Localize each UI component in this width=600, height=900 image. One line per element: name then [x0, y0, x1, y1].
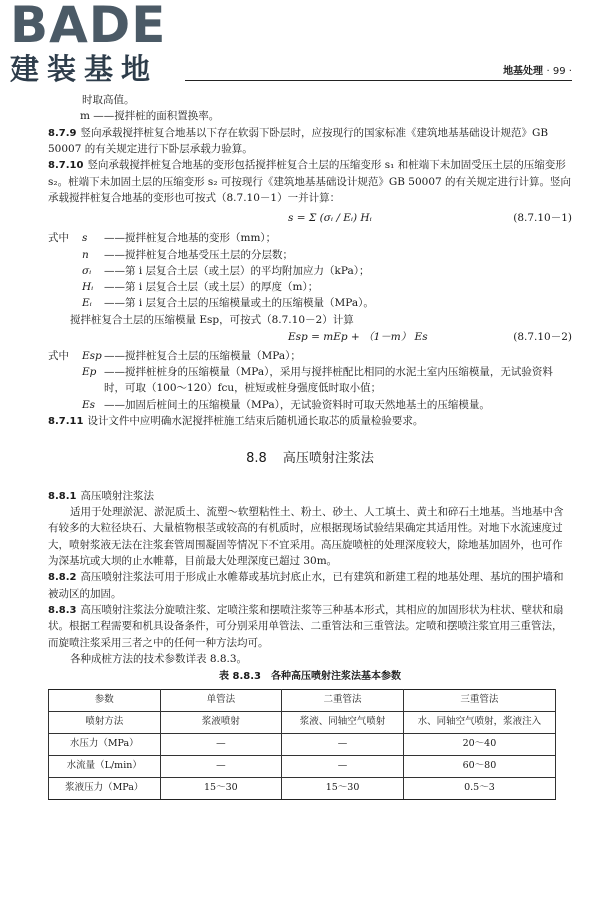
- table-cell: 浆液压力（MPa）: [49, 777, 161, 799]
- symbol-row: [48, 295, 572, 311]
- table-header-row: [49, 689, 556, 711]
- clause-8-8-1-heading: [48, 488, 572, 505]
- clause-text: 设计文件中应明确水泥搅拌桩施工结束后随机通长取芯的质量检验要求。: [87, 414, 424, 427]
- clause-text: 竖向承载搅拌桩复合地基以下存在软弱下卧层时，应按现行的国家标准《建筑地基基础设计规范》GB 50007 的有关规定进行下卧层承载力验算。: [48, 126, 549, 156]
- section-heading: [48, 449, 572, 469]
- page-body: [48, 92, 572, 800]
- table-cell: 60～80: [403, 755, 555, 777]
- table-cell: 喷射方法: [49, 711, 161, 733]
- symbol-definition: ——加固后桩间土的压缩模量（MPa），无试验资料时可取天然地基土的压缩模量。: [104, 398, 490, 411]
- clause-number: 8.7.11: [48, 415, 84, 427]
- symbol-definition: ——第 i 层复合土层的压缩模量或土的压缩模量（MPa）。: [104, 297, 374, 310]
- continued-line: 时取高值。: [82, 94, 135, 106]
- where-label: 式中: [48, 232, 69, 245]
- table-cell: 浆液喷射: [160, 711, 282, 733]
- table-header-cell: 二重管法: [282, 689, 404, 711]
- formula-expression: s = Σ (σᵢ / Eᵢ) Hᵢ: [288, 212, 372, 225]
- table-cell: 水流量（L/min）: [49, 755, 161, 777]
- symbol-row: [48, 348, 572, 364]
- logo-wordmark: BADE: [10, 0, 167, 54]
- clause-title: 高压喷射注浆法: [80, 489, 154, 502]
- symbol-definition: ——第 i 层复合土层（或土层）的厚度（m）；: [104, 281, 319, 294]
- symbol: Esp: [82, 349, 102, 362]
- clause-8-7-10: [48, 157, 572, 206]
- clause-number: 8.7.9: [48, 127, 77, 139]
- table-row: [49, 777, 556, 799]
- clause-8-7-11: [48, 413, 572, 430]
- table-cell: 15～30: [160, 777, 282, 799]
- table-cell: 浆液、同轴空气喷射: [282, 711, 404, 733]
- table-row: [49, 733, 556, 755]
- clause-8-8-3: [48, 602, 572, 651]
- formula-expression: Esp = mEp + （1－m） Es: [288, 330, 428, 343]
- symbol-m-line: m ——搅拌桩的面积置换率。: [80, 110, 220, 123]
- formula-8-7-10-1: [48, 206, 572, 230]
- table-cell: 20～40: [403, 733, 555, 755]
- table-title: 表 8.8.3 各种高压喷射注浆法基本参数: [219, 671, 401, 683]
- symbol-definition: ——第 i 层复合土层（或土层）的平均附加应力（kPa）；: [104, 264, 370, 277]
- table-cell: —: [282, 755, 404, 777]
- table-header-cell: 三重管法: [403, 689, 555, 711]
- symbol: Es: [82, 398, 96, 411]
- section-number: 8.8: [246, 451, 267, 467]
- symbol: s: [82, 232, 88, 245]
- symbol: σᵢ: [82, 264, 92, 277]
- clause-number: 8.8.2: [48, 572, 77, 584]
- running-header: [185, 62, 572, 81]
- clause-text: 竖向承载搅拌桩复合地基的变形包括搅拌桩复合土层的压缩变形 s₁ 和桩端下未加固受压土层的压缩变形 s₂。桩端下未加固土层的压缩变形 s₂ 可按现行《建筑地基基础设计规范》GB 50007 的有关规定进行计算。竖向承载搅拌桩复合地基的变形也可按式（8.7.10－1）一并计算：: [48, 159, 572, 205]
- clause-text: 高压喷射注浆法分旋喷注浆、定喷注浆和摆喷注浆等三种基本形式，其相应的加固形状为柱状、壁状和扇状。根据工程需要和机具设备条件，可分别采用单管法、二重管法和三重管法。定喷和摆喷注浆宜用三重管法，而旋喷注浆采用三者之中的任何一种方法均可。: [48, 603, 564, 649]
- running-title: 地基处理: [503, 66, 544, 77]
- clause-8-8-1-text: 适用于处理淤泥、淤泥质土、流塑～软塑粘性土、粉土、砂土、人工填土、黄土和碎石土地基。当地基中含有较多的大粒径块石、大量植物根茎或较高的有机质时，应根据现场试验结果确定其适用性。对地下水流速度过大，喷射浆液无法在注浆套管周围凝固等情况下不宜采用。高压旋喷桩的处理深度较大，除地基加固外，也可作为深基坑或大坝的止水帷幕，目前最大处理深度已超过 30m。: [48, 506, 564, 567]
- header-text: [503, 64, 572, 80]
- table-cell: —: [160, 733, 282, 755]
- clause-number: 8.8.3: [48, 604, 77, 616]
- formula-8-7-10-2: [48, 328, 572, 348]
- table-row: [49, 711, 556, 733]
- table-cell: 水、同轴空气喷射，浆液注入: [403, 711, 555, 733]
- clause-8-8-2: [48, 569, 572, 602]
- logo: [10, 0, 185, 92]
- page-number: · 99 ·: [546, 66, 572, 77]
- symbol-definition: ——搅拌桩复合土层的压缩模量（MPa）；: [104, 349, 301, 362]
- logo-chinese: 建装基地: [10, 52, 159, 86]
- symbol: Eᵢ: [82, 297, 92, 310]
- table-reference: 各种成桩方法的技术参数详表 8.8.3。: [70, 652, 248, 665]
- symbol-definition: ——搅拌桩复合地基受压土层的分层数；: [104, 248, 293, 261]
- symbol-row: [48, 247, 572, 263]
- table-cell: 水压力（MPa）: [49, 733, 161, 755]
- symbol-row: [48, 263, 572, 279]
- table-cell: 15～30: [282, 777, 404, 799]
- table-cell: 0.5～3: [403, 777, 555, 799]
- formula-2-intro: 搅拌桩复合土层的压缩模量 Esp，可按式（8.7.10－2）计算: [70, 313, 354, 326]
- where-label: 式中: [48, 349, 69, 362]
- table-row: [49, 755, 556, 777]
- symbol: Hᵢ: [82, 281, 94, 294]
- symbol: Ep: [82, 366, 97, 379]
- symbol-row: [48, 397, 572, 413]
- symbol-row: [48, 230, 572, 246]
- formula-number: (8.7.10－1): [513, 212, 572, 225]
- table-header-cell: 单管法: [160, 689, 282, 711]
- table-header-cell: 参数: [49, 689, 161, 711]
- symbol-list-1: [48, 230, 572, 311]
- section-title: 高压喷射注浆法: [282, 451, 374, 467]
- symbol-definition: ——搅拌桩桩身的压缩模量（MPa），采用与搅拌桩配比相同的水泥土室内压缩模量，无试验资料时，可取（100～120）fcu，桩短或桩身强度低时取小值；: [104, 366, 553, 395]
- table-cell: —: [160, 755, 282, 777]
- symbol: n: [82, 248, 89, 261]
- symbol-definition: ——搅拌桩复合地基的变形（mm）；: [104, 232, 277, 245]
- clause-text: 高压喷射注浆法可用于形成止水帷幕或基坑封底止水，已有建筑和新建工程的地基处理、基坑的围护墙和被动区的加固。: [48, 571, 564, 600]
- formula-number: (8.7.10－2): [513, 330, 572, 343]
- symbol-row: [48, 279, 572, 295]
- clause-number: 8.7.10: [48, 160, 84, 172]
- table-cell: —: [282, 733, 404, 755]
- symbol-list-2: [48, 348, 572, 413]
- clause-8-7-9: [48, 125, 572, 158]
- symbol-row: [48, 364, 572, 397]
- clause-number: 8.8.1: [48, 490, 77, 502]
- parameters-table: [48, 689, 556, 800]
